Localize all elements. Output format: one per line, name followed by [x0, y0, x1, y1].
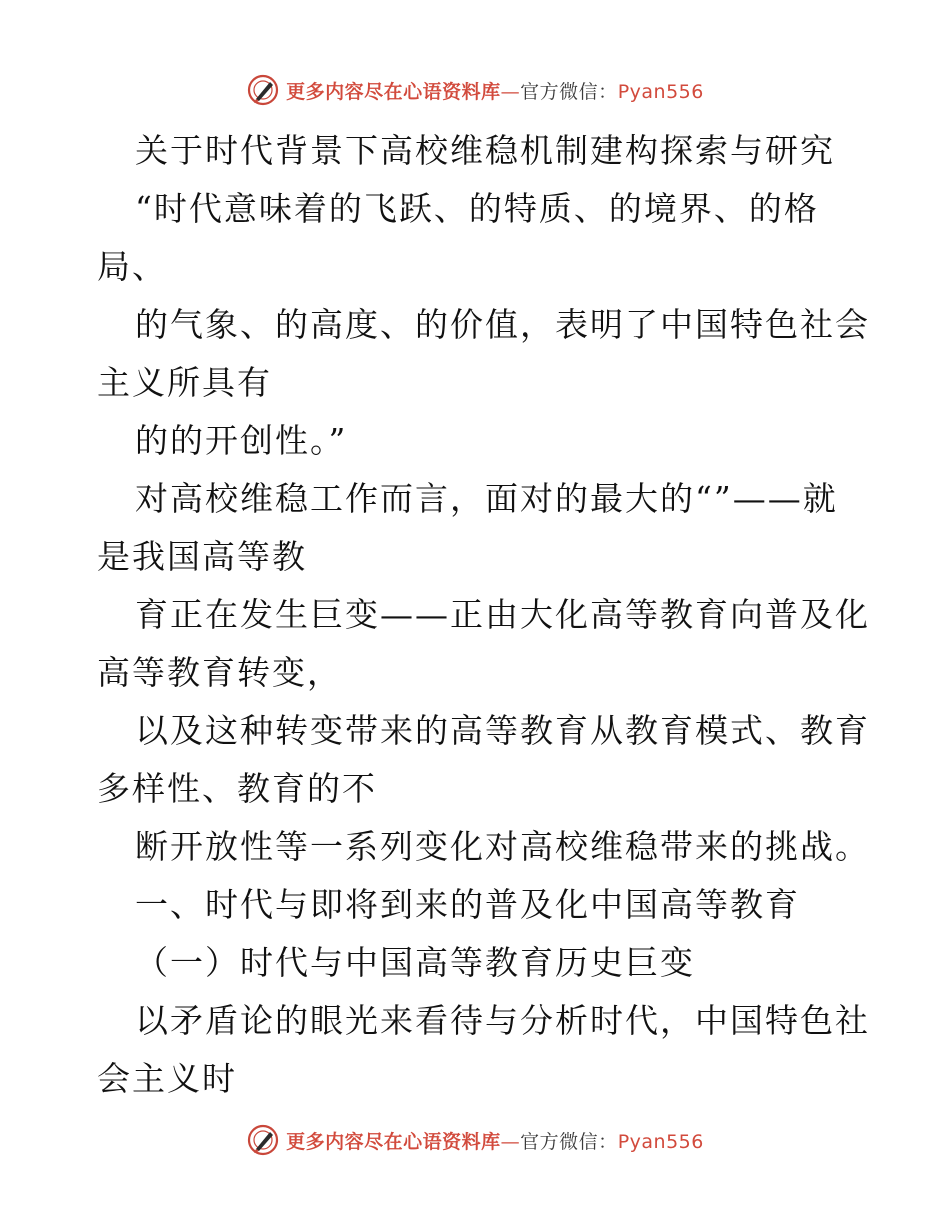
text-line: 的气象、的高度、的价值，表明了中国特色社会: [135, 305, 870, 344]
text-line: 是我国高等教: [97, 537, 307, 576]
header-wechat-id: Pyan556: [617, 80, 704, 103]
header-banner: [0, 70, 950, 110]
text-line: 高等教育转变，: [97, 653, 342, 692]
header-site-name: 更多内容尽在心语资料库: [286, 80, 501, 103]
header-dash: —: [500, 80, 521, 103]
text-line: 局、: [97, 247, 167, 286]
text-line: 断开放性等一系列变化对高校维稳带来的挑战。: [135, 827, 870, 866]
footer-text: [286, 1127, 704, 1154]
text-line: 多样性、教育的不: [97, 769, 377, 808]
text-line: 的的开创性。”: [135, 421, 348, 460]
document-body: [97, 122, 870, 1108]
pen-logo-icon: [246, 1123, 280, 1157]
footer-wechat-id: Pyan556: [617, 1130, 704, 1153]
text-line: 主义所具有: [97, 363, 272, 402]
footer-banner: [0, 1120, 950, 1160]
text-line: 以及这种转变带来的高等教育从教育模式、教育: [135, 711, 870, 750]
text-line: 以矛盾论的眼光来看待与分析时代，中国特色社: [135, 1001, 870, 1040]
text-line: 育正在发生巨变——正由大化高等教育向普及化: [135, 595, 870, 634]
footer-site-name: 更多内容尽在心语资料库: [286, 1130, 501, 1153]
pen-logo-icon: [246, 73, 280, 107]
text-line: 对高校维稳工作而言，面对的最大的“”——就: [135, 479, 838, 518]
text-line: “时代意味着的飞跃、的特质、的境界、的格: [135, 189, 819, 228]
subsection-heading: （一）时代与中国高等教育历史巨变: [135, 943, 695, 982]
section-heading: 一、时代与即将到来的普及化中国高等教育: [135, 885, 800, 924]
footer-wechat-label: 官方微信：: [520, 1130, 618, 1153]
header-text: [286, 77, 704, 104]
footer-dash: —: [500, 1130, 521, 1153]
header-wechat-label: 官方微信：: [520, 80, 618, 103]
text-line: 会主义时: [97, 1059, 237, 1098]
doc-title: 关于时代背景下高校维稳机制建构探索与研究: [135, 131, 835, 170]
